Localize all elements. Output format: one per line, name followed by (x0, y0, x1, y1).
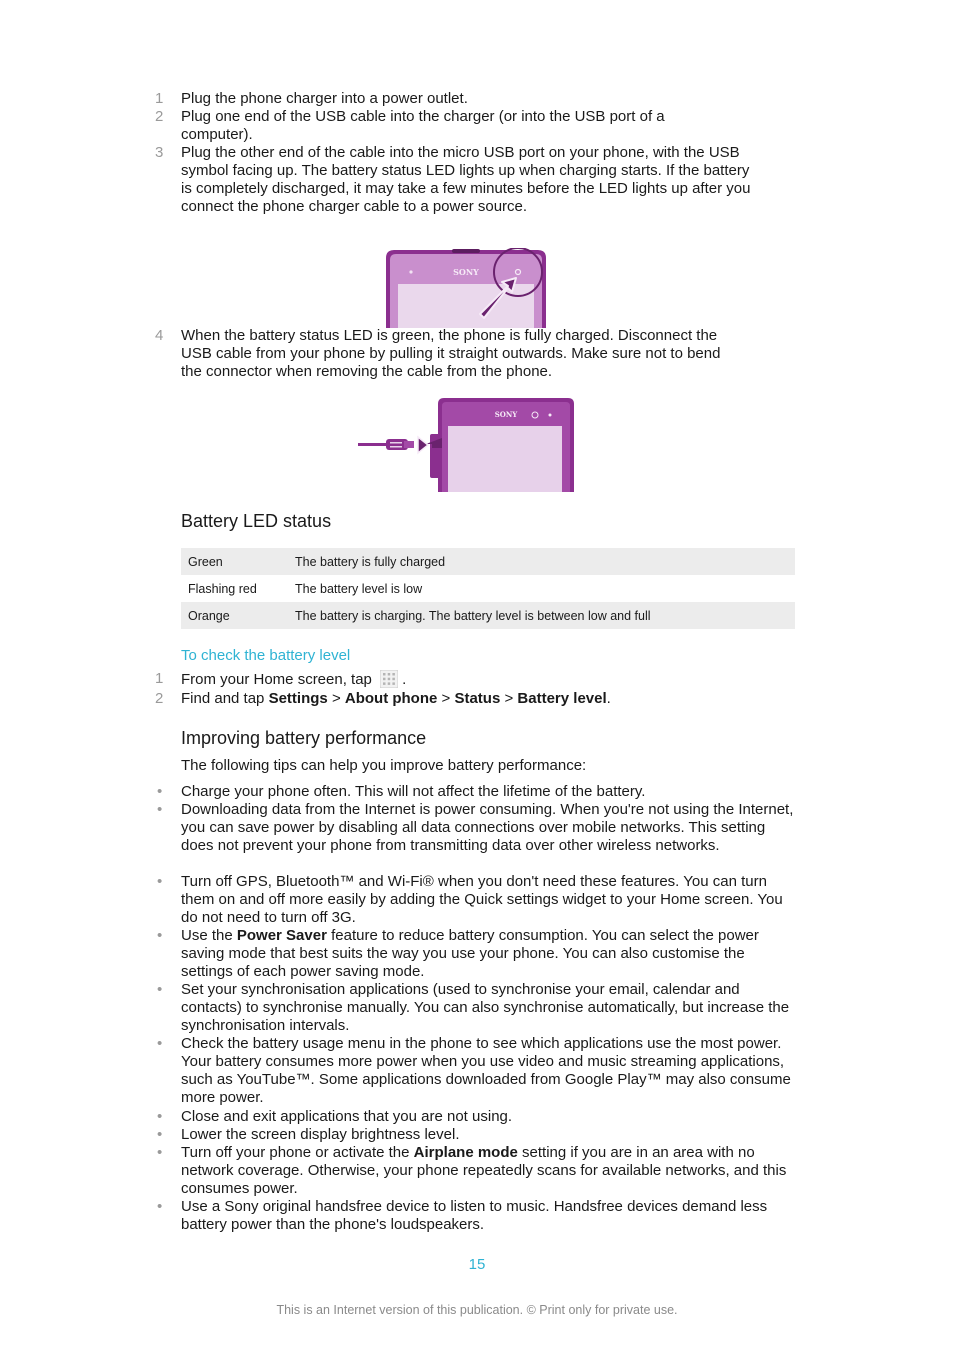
tip-text-rest: setting if you are in an area with no network coverage. Otherwise, your phone repeatedly scans for available networks, and this consumes power. (181, 1144, 787, 1197)
step-text: Find and tap (181, 690, 265, 707)
page-number: 15 (468, 1256, 486, 1273)
menu-settings: Settings (268, 690, 328, 707)
table-row (181, 548, 795, 575)
bullet: • (157, 783, 163, 800)
step-text-end: . (402, 671, 407, 688)
bullet: • (157, 1126, 163, 1143)
step-text: When the battery status LED is green, the phone is fully charged. Disconnect the USB cable from your phone by pulling it straight outwards. Make sure not to bend the connector when removing the cable from the phone. (181, 327, 721, 380)
led-meaning: The battery level is low (295, 581, 423, 596)
step-text-end: . (606, 690, 611, 707)
step-number: 1 (155, 670, 164, 687)
led-meaning: The battery is charging. The battery level is between low and full (288, 602, 795, 629)
tip-text: Use a Sony original handsfree device to listen to music. Handsfree devices demand less battery power than the phone's loudspeakers. (181, 1198, 768, 1233)
step-text: Plug the phone charger into a power outlet. (181, 90, 468, 107)
tip-text: Turn off your phone or activate the (181, 1144, 410, 1161)
intro-text: The following tips can help you improve battery performance: (181, 757, 587, 774)
separator: > (441, 690, 451, 707)
tip-text: Check the battery usage menu in the phone to see which applications use the most power. Your battery consumes more power when you use video and music streaming applications, such as YouTube™. Some applications downloaded from Google Play™ may also consume more power. (181, 1035, 791, 1106)
sony-logo: SONY (494, 410, 518, 419)
step-number: 2 (155, 690, 164, 707)
power-saver-label: Power Saver (236, 927, 327, 944)
tip-text: Downloading data from the Internet is power consuming. When you're not using the Internet, you can save power by disabling all data connections over mobile networks. This setting does not prevent your phone from transmitting data over other wireless networks. (181, 801, 794, 854)
step-text: From your Home screen, tap (181, 671, 372, 688)
tip-text: Close and exit applications that you are not using. (181, 1108, 513, 1125)
bullet: • (157, 1035, 163, 1052)
usb-cable-illustration (356, 396, 576, 492)
separator: > (331, 690, 341, 707)
footer-note: This is an Internet version of this publication. © Print only for private use. (276, 1303, 678, 1317)
step-number: 2 (155, 108, 164, 125)
airplane-mode-label: Airplane mode (413, 1144, 518, 1161)
section-heading-improving: Improving battery performance (181, 728, 427, 748)
bullet: • (157, 1144, 163, 1161)
led-color: Flashing red (188, 581, 257, 596)
bullet: • (157, 1198, 163, 1215)
menu-about-phone: About phone (344, 690, 438, 707)
led-status-table (181, 548, 795, 629)
tip-text-rest: feature to reduce battery consumption. You can select the power saving mode that best suits the way you use your phone. You can also customise the settings of each power saving mode. (181, 927, 759, 980)
menu-status: Status (454, 690, 501, 707)
sony-logo: SONY (453, 267, 479, 277)
tip-text: Charge your phone often. This will not affect the lifetime of the battery. (181, 783, 646, 800)
led-color: Green (181, 548, 288, 575)
phone-led-illustration (384, 248, 548, 328)
tip-text: Use the (181, 927, 233, 944)
step-text: Plug one end of the USB cable into the charger (or into the USB port of a computer). (181, 108, 665, 143)
led-color: Orange (181, 602, 288, 629)
bullet: • (157, 981, 163, 998)
bullet: • (157, 801, 163, 818)
app-grid-icon (380, 670, 398, 688)
table-row (181, 602, 795, 629)
subheading-check-level: To check the battery level (181, 647, 351, 664)
bullet: • (157, 873, 163, 890)
table-row (181, 575, 795, 602)
tip-text: Lower the screen display brightness level. (181, 1126, 460, 1143)
tip-text: Set your synchronisation applications (used to synchronise your email, calendar and contacts) to synchronise manually. You can also synchronise automatically, but increase the synchronisation intervals. (181, 981, 790, 1034)
step-number: 3 (155, 144, 164, 161)
led-meaning: The battery is fully charged (288, 548, 795, 575)
menu-battery-level: Battery level (517, 690, 607, 707)
step-number: 4 (155, 327, 164, 344)
step-text: Plug the other end of the cable into the micro USB port on your phone, with the USB symbol facing up. The battery status LED lights up when charging starts. If the battery is completely discharged, it may take a few minutes before the LED lights up after you connect the phone charger cable to a power source. (181, 144, 751, 215)
tip-text: Turn off GPS, Bluetooth™ and Wi-Fi® when you don't need these features. You can turn them on and off more easily by adding the Quick settings widget to your Home screen. You do not need to turn off 3G. (181, 873, 783, 926)
section-heading-led: Battery LED status (181, 511, 332, 531)
bullet: • (157, 1108, 163, 1125)
bullet: • (157, 927, 163, 944)
separator: > (504, 690, 514, 707)
step-number: 1 (155, 90, 164, 107)
